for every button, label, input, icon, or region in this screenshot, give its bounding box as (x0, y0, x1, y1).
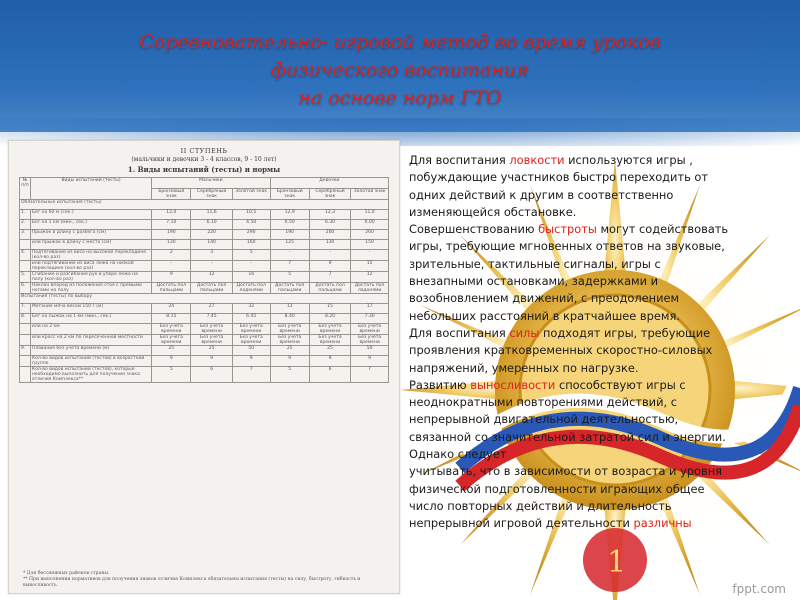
table-cell: 2 (152, 250, 191, 261)
table-cell: 25 (309, 346, 350, 356)
table-cell: Обязательные испытания (тесты) (20, 200, 389, 210)
table-row (20, 220, 389, 230)
table-cell: Бег на 1 км (мин., сек.) (30, 220, 151, 230)
table-cell: Достать пол ладонями (351, 283, 389, 294)
highlight-endurance: выносливости (470, 377, 556, 392)
table-cell: Без учета времени (351, 324, 389, 335)
table-cell: 15 (309, 304, 350, 314)
text-fragment: способствуют игры с (555, 377, 686, 392)
table-cell: Без учета времени (232, 324, 270, 335)
table-row (20, 261, 389, 272)
highlight-different: различны (633, 516, 692, 531)
table-cell: 50 (351, 346, 389, 356)
table-cell: 6.45 (232, 314, 270, 324)
table-cell: Бег на лыжах на 1 км (мин., сек.) (30, 314, 151, 324)
slide-title (60, 28, 740, 112)
table-cell: - (191, 261, 232, 272)
table-cell: Достать пол пальцами (152, 283, 191, 294)
table-cell: 11,0 (351, 210, 389, 220)
gto-norms-table-scan (8, 140, 400, 594)
table-cell: 6 (309, 367, 350, 383)
table-row (20, 346, 389, 356)
table-cell: Подтягивание из виса на высокой перекладине (кол-во раз) (30, 250, 151, 261)
table-cell: 6.30 (309, 220, 350, 230)
table-cell: Сгибание и разгибание рук в упоре лежа на полу (кол-во раз) (30, 272, 151, 283)
text-line: Однако следует (409, 447, 507, 462)
table-row (20, 272, 389, 283)
table-cell: Кол-во видов испытаний (тестов), которые необходимо выполнить для получения знака отличия Комплекса** (30, 367, 151, 383)
table-cell: 8.40 (270, 314, 309, 324)
table-cell: 6.50 (270, 220, 309, 230)
table-cell: 260 (351, 230, 389, 240)
table-cell: Без учета времени (152, 324, 191, 335)
table-cell: 12,3 (309, 210, 350, 220)
table-cell: 7. (20, 304, 31, 314)
table-cell (20, 367, 31, 383)
col-no: № п/п (20, 178, 31, 200)
col-girls-silver: Серебряный знак (309, 189, 350, 200)
text-line: учитывать, что в зависимости от возраста и уровня (409, 464, 723, 479)
table-cell: Испытания (тесты) по выбору (20, 294, 389, 304)
highlight-agility: ловкости (509, 153, 565, 167)
table-cell: 2. (20, 220, 31, 230)
table-cell: 7 (309, 272, 350, 283)
table-cell: 5 (270, 367, 309, 383)
table-section-row (20, 294, 389, 304)
table-cell: или подтягивание из виса лежа на низкой перекладине (кол-во раз) (30, 261, 151, 272)
col-boys-bronze: Бронзовый знак (152, 189, 191, 200)
table-cell: 9 (309, 356, 350, 367)
table-cell: 9. (20, 346, 31, 356)
table-cell (20, 261, 31, 272)
text-fragment: Развитию (409, 377, 471, 392)
table-cell: 140 (191, 240, 232, 250)
table-cell: Достать пол пальцами (270, 283, 309, 294)
text-fragment: используются игры , (564, 153, 693, 167)
fppt-watermark: fppt.com (732, 582, 786, 596)
table-cell: 6.00 (351, 220, 389, 230)
text-fragment: Для воспитания (409, 153, 510, 167)
text-line: физической подготовленности играющих общее (409, 481, 705, 496)
table-cell: 9 (152, 272, 191, 283)
text-line: побуждающие участников быстро переходить от (409, 170, 709, 185)
table-row (20, 324, 389, 335)
table-cell: 9 (351, 356, 389, 367)
table-cell: 8. (20, 314, 31, 324)
table-cell: 9 (232, 356, 270, 367)
table-cell: Без учета времени (351, 335, 389, 346)
table-cell: Без учета времени (270, 324, 309, 335)
text-fragment: могут содействовать (596, 222, 729, 237)
highlight-strength: силы (509, 325, 540, 340)
table-row (20, 283, 389, 294)
table-row (20, 304, 389, 314)
table-cell: 220 (191, 230, 232, 240)
table-cell: 10,5 (232, 210, 270, 220)
table-cell: Достать пол пальцами (191, 283, 232, 294)
table-cell: 11,6 (191, 210, 232, 220)
table-cell: 4. (20, 250, 31, 261)
scan-heading-stage: II СТУПЕНЬ (180, 147, 228, 155)
table-cell: Достать пол ладонями (232, 283, 270, 294)
table-row (20, 314, 389, 324)
table-cell: 5. (20, 272, 31, 283)
col-boys-silver: Серебряный знак (191, 189, 232, 200)
table-cell: 24 (152, 304, 191, 314)
table-cell: 50 (232, 346, 270, 356)
table-cell: Без учета времени (309, 324, 350, 335)
table-cell: Без учета времени (309, 335, 350, 346)
col-tests: Виды испытаний (тесты) (30, 178, 151, 200)
table-cell: Без учета времени (191, 324, 232, 335)
table-row (20, 250, 389, 261)
text-line: неоднократными повторениями действий, с (409, 395, 677, 410)
table-cell: 9 (270, 356, 309, 367)
col-boys-gold: Золотой знак (232, 189, 270, 200)
svg-text:1: 1 (607, 545, 627, 580)
table-cell: Метание мяча весом 150 г (м) (30, 304, 151, 314)
text-line: изменяющейся обстановке. (409, 204, 577, 219)
table-cell: Бег на 60 м (сек.) (30, 210, 151, 220)
table-cell: 32 (232, 304, 270, 314)
table-cell: 1. (20, 210, 31, 220)
table-cell: - (270, 250, 309, 261)
table-cell: Кол-во видов испытаний (тестов) в возрастной группе (30, 356, 151, 367)
title-line-2: физического воспитания (271, 59, 529, 81)
table-cell: 15 (351, 261, 389, 272)
table-cell: или кросс на 2 км по пересеченной местности (30, 335, 151, 346)
table-cell: 125 (270, 240, 309, 250)
table-cell: Наклон вперед из положения стоя с прямыми ногами на полу (30, 283, 151, 294)
table-cell: 7.45 (191, 314, 232, 324)
table-cell: 9 (152, 356, 191, 367)
table-cell: 290 (232, 230, 270, 240)
table-cell (20, 335, 31, 346)
table-cell: 7.10 (152, 220, 191, 230)
table-cell: 25 (152, 346, 191, 356)
col-girls: Девочки (270, 178, 388, 189)
table-cell: 25 (191, 346, 232, 356)
col-boys: Мальчики (152, 178, 270, 189)
text-fragment: непрерывной игровой деятельности (409, 516, 634, 531)
table-cell: 7 (351, 367, 389, 383)
table-cell: 7.30 (351, 314, 389, 324)
text-line: непрерывной двигательной деятельностью, (409, 412, 679, 427)
table-cell: 190 (270, 230, 309, 240)
table-cell: 130 (309, 240, 350, 250)
table-cell: 9 (191, 356, 232, 367)
table-cell: - (232, 261, 270, 272)
table-cell: 16 (232, 272, 270, 283)
table-cell: или на 2 км (30, 324, 151, 335)
table-cell: Без учета времени (152, 335, 191, 346)
table-cell: 150 (351, 240, 389, 250)
table-cell: 6.10 (191, 220, 232, 230)
table-cell: 27 (191, 304, 232, 314)
table-cell: 160 (232, 240, 270, 250)
table-cell: Достать пол пальцами (309, 283, 350, 294)
table-cell (20, 356, 31, 367)
table-cell: Без учета времени (232, 335, 270, 346)
table-row (20, 356, 389, 367)
text-line: связанной со значительной затратой сил и энергии. (409, 429, 726, 444)
text-fragment: Для воспитания (409, 325, 510, 340)
table-cell: 3. (20, 230, 31, 240)
table-cell: 17 (351, 304, 389, 314)
text-line: небольших расстояний в кратчайшее время. (409, 308, 680, 323)
table-section-row (20, 200, 389, 210)
col-girls-bronze: Бронзовый знак (270, 189, 309, 200)
text-line: возобновлением движений, с преодолением (409, 291, 680, 306)
text-line: игры, требующие мгновенных ответов на звуковые, (409, 239, 725, 254)
table-cell: Плавание без учета времени (м) (30, 346, 151, 356)
table-cell: или прыжок в длину с места (см) (30, 240, 151, 250)
title-line-3: на основе норм ГТО (298, 87, 502, 109)
table-cell: - (309, 250, 350, 261)
highlight-speed: быстроты (538, 222, 597, 237)
footnote-2: ** При выполнении нормативов для получения знаков отличия Комплекса обязательны испытания (тесты) на силу, быстроту, гибкость и выносливость. (23, 577, 361, 588)
table-cell: 6 (191, 367, 232, 383)
scan-heading-age: (мальчики и девочки 3 - 4 классов, 9 - 10 лет) (131, 156, 277, 163)
scan-footnotes (23, 571, 385, 589)
table-row (20, 230, 389, 240)
table-cell: Прыжок в длину с разбега (см) (30, 230, 151, 240)
title-line-1: Соревновательно- игровой метод во время уроков (139, 31, 661, 53)
table-cell: 8.20 (309, 314, 350, 324)
table-cell: 4.50 (232, 220, 270, 230)
table-cell: 130 (152, 240, 191, 250)
table-cell: 12,9 (270, 210, 309, 220)
text-fragment: Совершенствованию (409, 222, 539, 237)
table-cell: 3 (191, 250, 232, 261)
text-fragment: подходят игры, требующие (539, 325, 711, 340)
table-cell: 5 (152, 367, 191, 383)
table-cell: 5 (232, 250, 270, 261)
table-cell: 8.15 (152, 314, 191, 324)
text-line: внезапными остановками, задержками и (409, 274, 659, 289)
methods-text (409, 152, 784, 533)
table-cell: 9 (309, 261, 350, 272)
table-cell: 12,0 (152, 210, 191, 220)
table-cell: 5 (270, 272, 309, 283)
table-row (20, 335, 389, 346)
table-cell: 7 (270, 261, 309, 272)
table-cell: 6. (20, 283, 31, 294)
table-cell (20, 240, 31, 250)
norms-table (19, 177, 389, 383)
text-line: число повторных действий и длительность (409, 498, 672, 513)
table-cell: 12 (351, 272, 389, 283)
table-row (20, 367, 389, 383)
table-cell: - (351, 250, 389, 261)
text-line: зрительные, тактильные сигналы, игры с (409, 256, 661, 271)
table-row (20, 210, 389, 220)
table-cell: Без учета времени (191, 335, 232, 346)
table-cell (20, 324, 31, 335)
table-cell: 12 (191, 272, 232, 283)
col-girls-gold: Золотой знак (351, 189, 389, 200)
table-cell: 7 (232, 367, 270, 383)
text-line: проявления кратковременных скоростно-силовых (409, 343, 713, 358)
footnote-1: * Для бесснежных районов страны. (23, 571, 110, 576)
scan-heading-tests: 1. Виды испытаний (тесты) и нормы (127, 165, 281, 174)
table-cell: 25 (270, 346, 309, 356)
text-line: одних действий к другим в соответственно (409, 187, 674, 202)
table-cell: 190 (152, 230, 191, 240)
text-line: напряжений, умеренных по нагрузке. (409, 360, 639, 375)
table-cell: 200 (309, 230, 350, 240)
table-cell: 13 (270, 304, 309, 314)
table-row (20, 240, 389, 250)
table-cell: - (152, 261, 191, 272)
table-cell: Без учета времени (270, 335, 309, 346)
